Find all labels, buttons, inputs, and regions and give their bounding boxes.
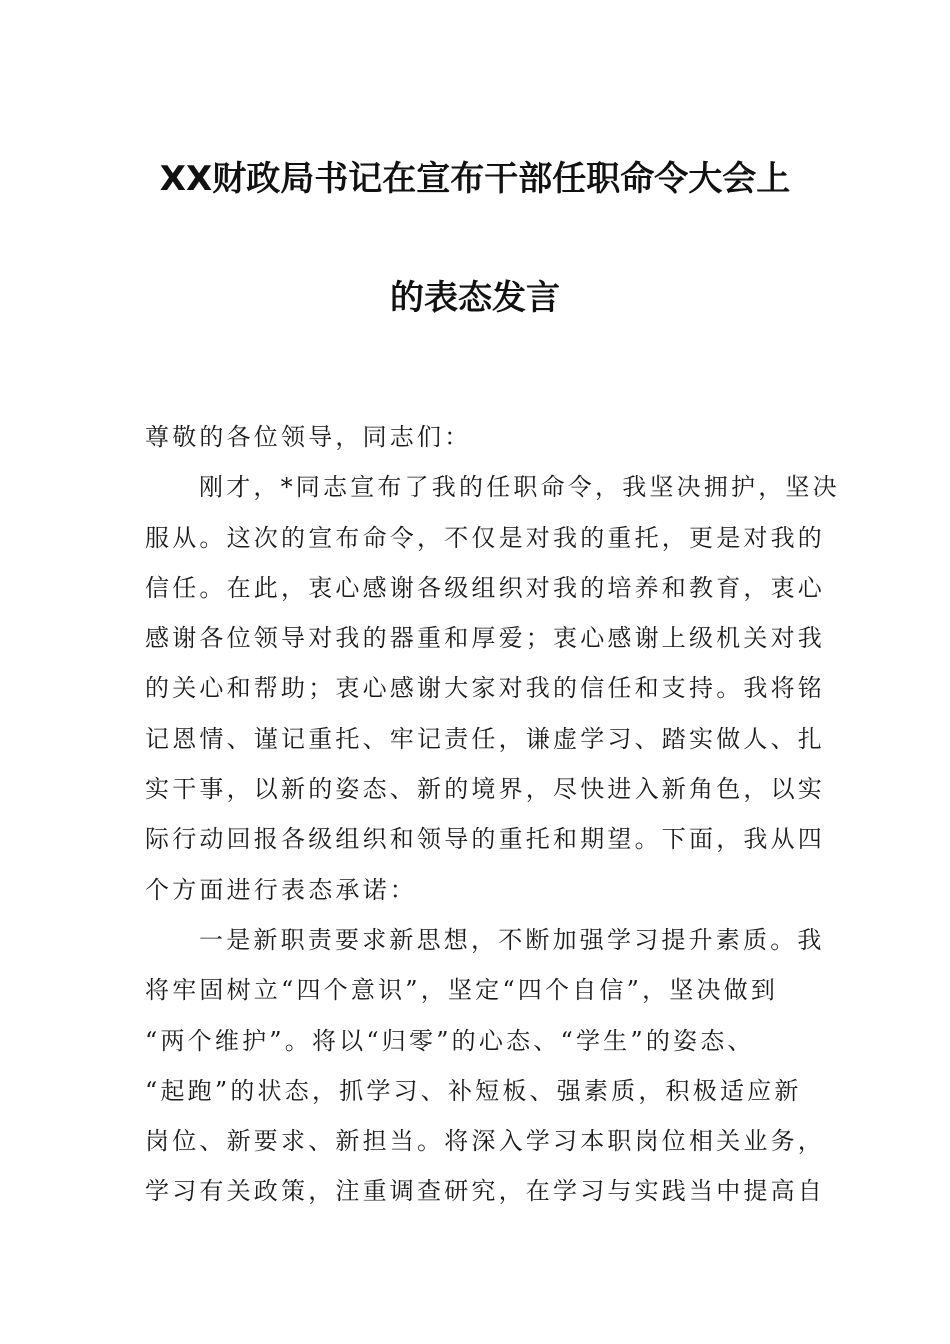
paragraph-1-line: 服从。这次的宣布命令，不仅是对我的重托，更是对我的 (145, 523, 825, 552)
paragraph-1-line: 感谢各位领导对我的器重和厚爱；衷心感谢上级机关对我 (145, 624, 825, 653)
document-title-line-2: 的表态发言 (390, 278, 560, 318)
paragraph-2-line: 岗位、新要求、新担当。将深入学习本职岗位相关业务， (145, 1127, 825, 1156)
paragraph-2-line: “起跑”的状态，抓学习、补短板、强素质，积极适应新 (145, 1076, 802, 1105)
paragraph-1-line: 刚才，*同志宣布了我的任职命令，我坚决拥护，坚决 (199, 473, 840, 502)
paragraph-1-line: 个方面进行表态承诺： (145, 875, 417, 904)
salutation: 尊敬的各位领导，同志们： (145, 423, 472, 451)
paragraph-1-line: 实干事，以新的姿态、新的境界，尽快进入新角色，以实 (145, 775, 825, 804)
paragraph-1-line: 记恩情、谨记重托、牢记责任，谦虚学习、踏实做人、扎 (145, 724, 825, 753)
document-title-line-1: XX财政局书记在宣布干部任职命令大会上 (159, 159, 791, 199)
paragraph-1-line: 际行动回报各级组织和领导的重托和期望。下面，我从四 (145, 825, 825, 854)
document-body (145, 412, 840, 1217)
paragraph-2-line: “两个维护”。将以“归零”的心态、“学生”的姿态、 (145, 1026, 755, 1055)
paragraph-2-line: 一是新职责要求新思想，不断加强学习提升素质。我 (199, 925, 825, 954)
paragraph-1-line: 的关心和帮助；衷心感谢大家对我的信任和支持。我将铭 (145, 674, 825, 703)
paragraph-1-line: 信任。在此，衷心感谢各级组织对我的培养和教育，衷心 (145, 573, 825, 602)
paragraph-2-line: 将牢固树立“四个意识”，坚定“四个自信”，坚决做到 (145, 976, 779, 1005)
paragraph-2-line: 学习有关政策，注重调查研究，在学习与实践当中提高自 (145, 1177, 825, 1206)
